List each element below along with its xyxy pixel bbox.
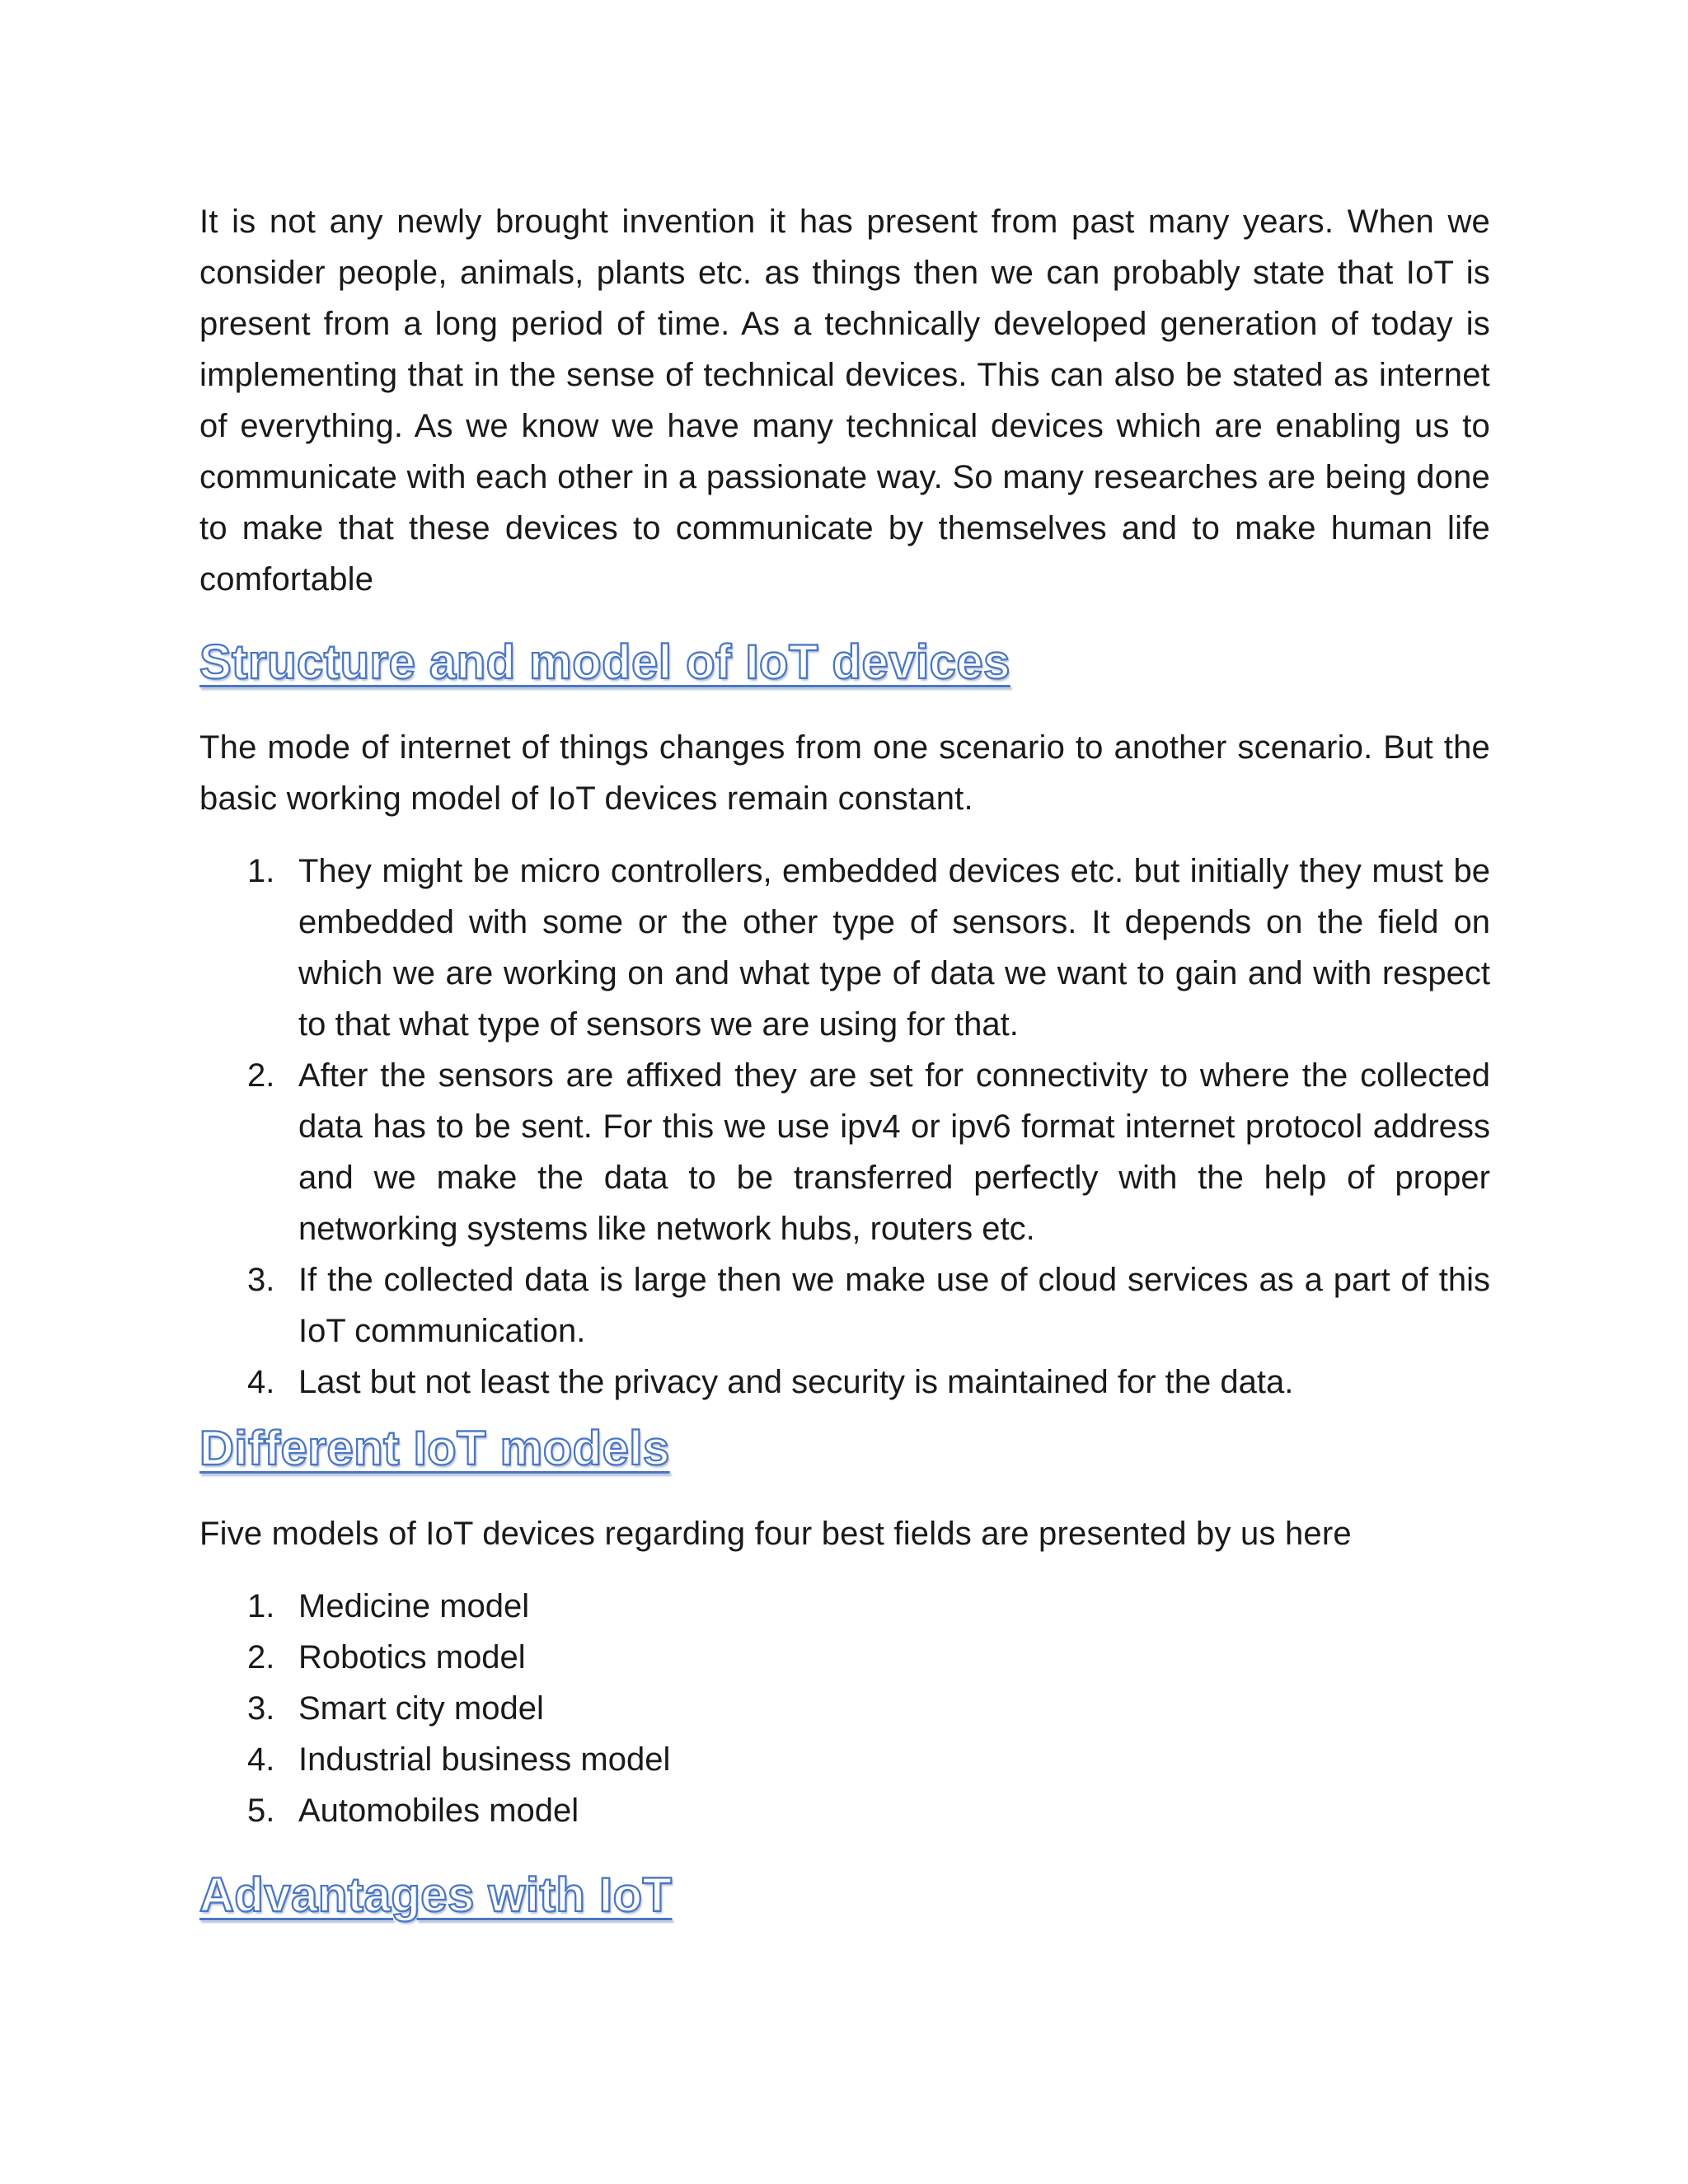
list-item-text: Automobiles model	[298, 1793, 579, 1829]
list-item-text: After the sensors are affixed they are set for connectivity to where the collected data has to be sent. For this we use ipv4 or ipv6 format internet protocol address and we make the data to be transferred perfectly with the help of proper networking systems like network hubs, routers etc.	[298, 1057, 1490, 1247]
list-number: 4.	[247, 1364, 275, 1400]
list-number: 3.	[247, 1262, 275, 1298]
list-item	[199, 1050, 1490, 1254]
intro-paragraph: It is not any newly brought invention it has present from past many years. When we consider people, animals, plants etc. as things then we can probably state that IoT is present from a long period of time. As a technically developed generation of today is implementing that in the sense of technical devices. This can also be stated as internet of everything. As we know we have many technical devices which are enabling us to communicate with each other in a passionate way. So many researches are being done to make that these devices to communicate by themselves and to make human life comfortable	[199, 204, 1490, 598]
structure-paragraph: The mode of internet of things changes from one scenario to another scenario. But the basic working model of IoT devices remain constant.	[199, 729, 1490, 817]
list-item	[199, 1734, 1490, 1785]
list-item	[199, 1254, 1490, 1357]
list-item-text: Industrial business model	[298, 1741, 671, 1778]
list-item	[199, 1632, 1490, 1683]
list-item	[199, 1581, 1490, 1632]
list-item	[199, 1683, 1490, 1734]
list-number: 4.	[247, 1741, 275, 1778]
list-number: 2.	[247, 1057, 275, 1094]
list-item-text: They might be micro controllers, embedded devices etc. but initially they must be embedded with some or the other type of sensors. It depends on the field on which we are working on and what type of data we want to gain and with respect to that what type of sensors we are using for that.	[298, 853, 1490, 1043]
models-list	[199, 1581, 1490, 1836]
heading-models: Different IoT models	[199, 1422, 670, 1475]
list-item-text: Last but not least the privacy and security is maintained for the data.	[298, 1364, 1294, 1400]
list-number: 3.	[247, 1690, 275, 1727]
list-item-text: Smart city model	[298, 1690, 544, 1727]
heading-structure: Structure and model of IoT devices	[199, 635, 1010, 689]
list-item-text: If the collected data is large then we make use of cloud services as a part of this IoT communication.	[298, 1262, 1490, 1349]
list-item-text: Robotics model	[298, 1639, 526, 1675]
models-paragraph: Five models of IoT devices regarding four best fields are presented by us here	[199, 1516, 1352, 1552]
list-item-text: Medicine model	[298, 1588, 530, 1624]
list-item	[199, 1785, 1490, 1836]
list-item	[199, 1357, 1490, 1408]
list-number: 5.	[247, 1793, 275, 1829]
list-number: 2.	[247, 1639, 275, 1675]
structure-list	[199, 846, 1490, 1408]
list-number: 1.	[247, 1588, 275, 1624]
list-number: 1.	[247, 853, 275, 889]
heading-advantages: Advantages with IoT	[199, 1868, 673, 1922]
document-content	[199, 196, 1490, 1925]
list-item	[199, 846, 1490, 1050]
